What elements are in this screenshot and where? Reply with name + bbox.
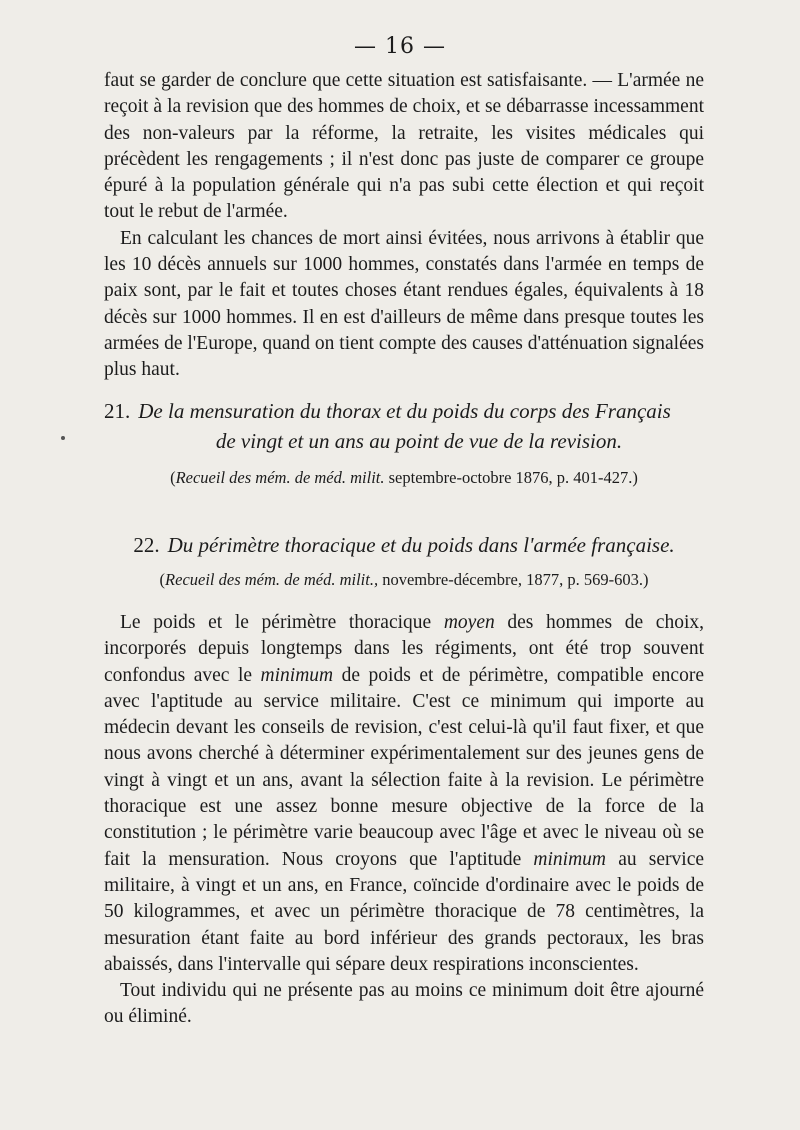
ref-open: ( — [170, 468, 176, 487]
text-run: Le poids et le périmètre thoracique — [120, 612, 444, 633]
section-22-title-text: Du périmètre thoracique et du poids dans l'armée française. — [167, 533, 675, 557]
text-run: des hommes de choix, incorporés depuis longtemps dans les régiments, ont été trop souvent confondus avec le — [104, 612, 705, 686]
section-22-number: 22. — [133, 533, 160, 557]
text-run: de poids et de périmètre, compatible encore avec l'aptitude au service militaire. C'est ce minimum qui importe au médecin devant les conseils de revision, c'est celui-là qu'il faut fixer, et que nous avons cherché à déterminer expérimentalement sur des jeunes gens de vingt à vingt et un ans, avant la sélection faite à la revision. Le périmètre thoracique est une assez bonne mesure objective de la force de la constitution ; le périmètre varie beaucoup avec l'âge et avec le niveau où se fait la mensuration. Nous croyons que l'aptitude — [104, 664, 704, 870]
opening-text — [104, 68, 704, 384]
section-21-ref-details: septembre-octobre 1876, p. 401-427.) — [388, 468, 638, 487]
paragraph-mortality: En calculant les chances de mort ainsi évitées, nous arrivons à établir que les 10 décès annuels sur 1000 hommes, constatés dans l'armée en temps de paix sont, par le fait et toutes choses étant rendues égales, équivalents à 18 décès sur 1000 hommes. Il en est d'ailleurs de même dans presque toutes les armées de l'Europe, quand on tient compte des causes d'atténuation signalées plus haut. — [104, 227, 704, 381]
section-21 — [104, 396, 704, 488]
paragraph-conclusion-minimum: Tout individu qui ne présente pas au moins ce minimum doit être ajourné ou éliminé. — [104, 980, 704, 1028]
section-21-title-line2: de vingt et un ans au point de vue de la revision. — [215, 429, 623, 453]
section-22-reference — [104, 570, 704, 590]
emphasis-moyen: moyen — [443, 612, 495, 633]
section-21-title — [104, 396, 704, 456]
page-number: — 16 — — [354, 34, 446, 59]
section-22-ref-details: novembre-décembre, 1877, p. 569-603.) — [382, 570, 649, 589]
section-21-number: 21. — [104, 399, 131, 423]
section-21-ref-journal: Recueil des mém. de méd. milit. — [175, 468, 385, 487]
ref-open: ( — [159, 570, 166, 589]
margin-mark — [61, 436, 65, 440]
paragraph-perimeter — [104, 610, 704, 978]
emphasis-minimum: minimum — [260, 664, 334, 686]
section-21-title-line1: De la mensuration du thorax et du poids du corps des Français — [138, 399, 671, 423]
section-22 — [104, 530, 704, 590]
section-22-title — [104, 530, 704, 560]
section-22-body — [104, 610, 704, 1031]
paragraph-conclusion: faut se garder de conclure que cette situation est satisfaisante. — L'armée ne reçoit à la revision que des hommes de choix, et se débarrasse incessamment des non-valeurs par la réforme, la retraite, les visites médicales qui précèdent les rengagements ; il n'est donc pas juste de comparer ce groupe épuré à la population générale qui n'a pas subi cette élection et qui reçoit tout le rebut de l'armée. — [104, 70, 704, 223]
section-22-ref-journal: Recueil des mém. de méd. milit., — [165, 570, 379, 589]
text-run: au service militaire, à vingt et un ans, en France, coïncide d'ordinaire avec le poids de 50 kilogrammes, et avec un périmètre thoracique de 78 centimètres, la mesuration étant faite au bord inférieur des grands pectoraux, les bras abaissés, dans l'intervalle qui sépare deux respirations inconscientes. — [104, 848, 705, 975]
section-21-reference — [104, 468, 704, 488]
emphasis-minimum: minimum — [533, 848, 607, 870]
